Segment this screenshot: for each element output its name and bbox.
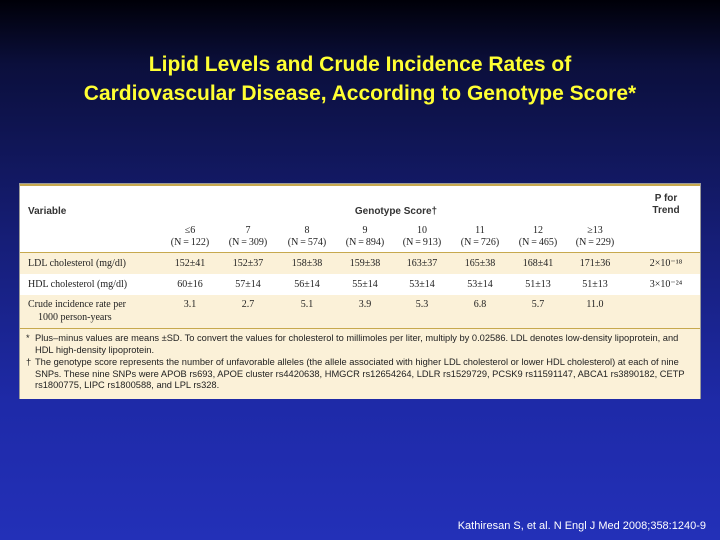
column-n: (N = 894) [345,237,385,248]
footnote-2-marker: † [26,357,32,367]
column-n: (N = 913) [402,237,442,248]
slide-title [0,50,720,108]
row-label: HDL cholesterol (mg/dl) [28,279,128,290]
p-trend-header-line-2: Trend [652,205,680,216]
column-n: (N = 122) [170,237,210,248]
footnote-2 [26,357,694,392]
row-label-line-2: 1000 person-years [38,312,112,323]
table-cell: 165±38 [464,258,496,269]
footnote-2-text: The genotype score represents the number of unfavorable alleles (the allele associated with higher LDL cholesterol or lower HDL cholesterol) at each of nine SNPs. These nine SNPs were APOB rs693, APOE cluster rs4420638, HMGCR rs12654264, LDLR rs1529729, PCSK9 rs11591147, ABCA1 rs3890182, CETP rs1800775, LIPC rs1800588, and LPL rs328. [35,357,685,390]
table-cell: 53±14 [467,279,493,290]
table-cell: 5.1 [300,299,314,310]
footnote-1-text: Plus–minus values are means ±SD. To convert the values for cholesterol to millimoles per liter, multiply by 0.02586. LDL denotes low-density lipoprotein, and HDL high-density lipoprotein. [35,333,679,355]
table-cell: 57±14 [235,279,261,290]
genotype-score-header: Genotype Score† [354,206,438,217]
table-cell: 3.9 [358,299,372,310]
column-score: ≤6 [184,225,196,236]
table-cell: 60±16 [177,279,203,290]
header-top-rule [20,184,700,186]
table-cell: 6.8 [473,299,487,310]
table-cell: 171±36 [579,258,611,269]
citation: Kathiresan S, et al. N Engl J Med 2008;358:1240-9 [457,520,706,532]
column-n: (N = 229) [575,237,615,248]
p-value: 2×10⁻¹⁸ [649,258,683,269]
table-row [20,274,700,295]
data-table [19,183,701,399]
table-cell: 158±38 [291,258,323,269]
row-label: LDL cholesterol (mg/dl) [28,258,126,269]
table-header [20,184,700,252]
table-cell: 2.7 [241,299,255,310]
table-cell: 163±37 [406,258,438,269]
table-cell: 152±41 [174,258,206,269]
column-score: 10 [417,225,427,236]
variable-header: Variable [28,206,67,217]
column-score: ≥13 [587,225,603,236]
table-cell: 5.3 [415,299,429,310]
column-n: (N = 465) [518,237,558,248]
table-cell: 152±37 [232,258,264,269]
column-n: (N = 726) [460,237,500,248]
table-cell: 5.7 [531,299,545,310]
column-n: (N = 309) [228,237,268,248]
p-trend-header-line-1: P for [654,193,678,204]
table-cell: 53±14 [409,279,435,290]
column-score: 8 [304,225,310,236]
table-cell: 51±13 [525,279,551,290]
table-cell: 56±14 [294,279,320,290]
column-score: 7 [245,225,251,236]
table-row [20,253,700,274]
slide-title-line-1: Lipid Levels and Crude Incidence Rates of [148,53,572,76]
table-cell: 3.1 [183,299,197,310]
column-n: (N = 574) [287,237,327,248]
footnote-1-marker: * [26,333,30,343]
column-score: 11 [475,225,485,236]
table-cell: 11.0 [586,299,604,310]
table-cell: 159±38 [349,258,381,269]
table-cell: 51±13 [582,279,608,290]
table-cell: 55±14 [352,279,378,290]
footnote-1 [26,333,694,356]
column-score: 9 [362,225,368,236]
table-footnotes [20,328,700,399]
table-cell: 168±41 [522,258,554,269]
table-row [20,295,700,328]
slide-title-line-2: Cardiovascular Disease, According to Genotype Score* [83,82,637,105]
row-label-line-1: Crude incidence rate per [28,299,127,310]
column-score: 12 [533,225,543,236]
p-value: 3×10⁻²⁴ [649,279,683,290]
